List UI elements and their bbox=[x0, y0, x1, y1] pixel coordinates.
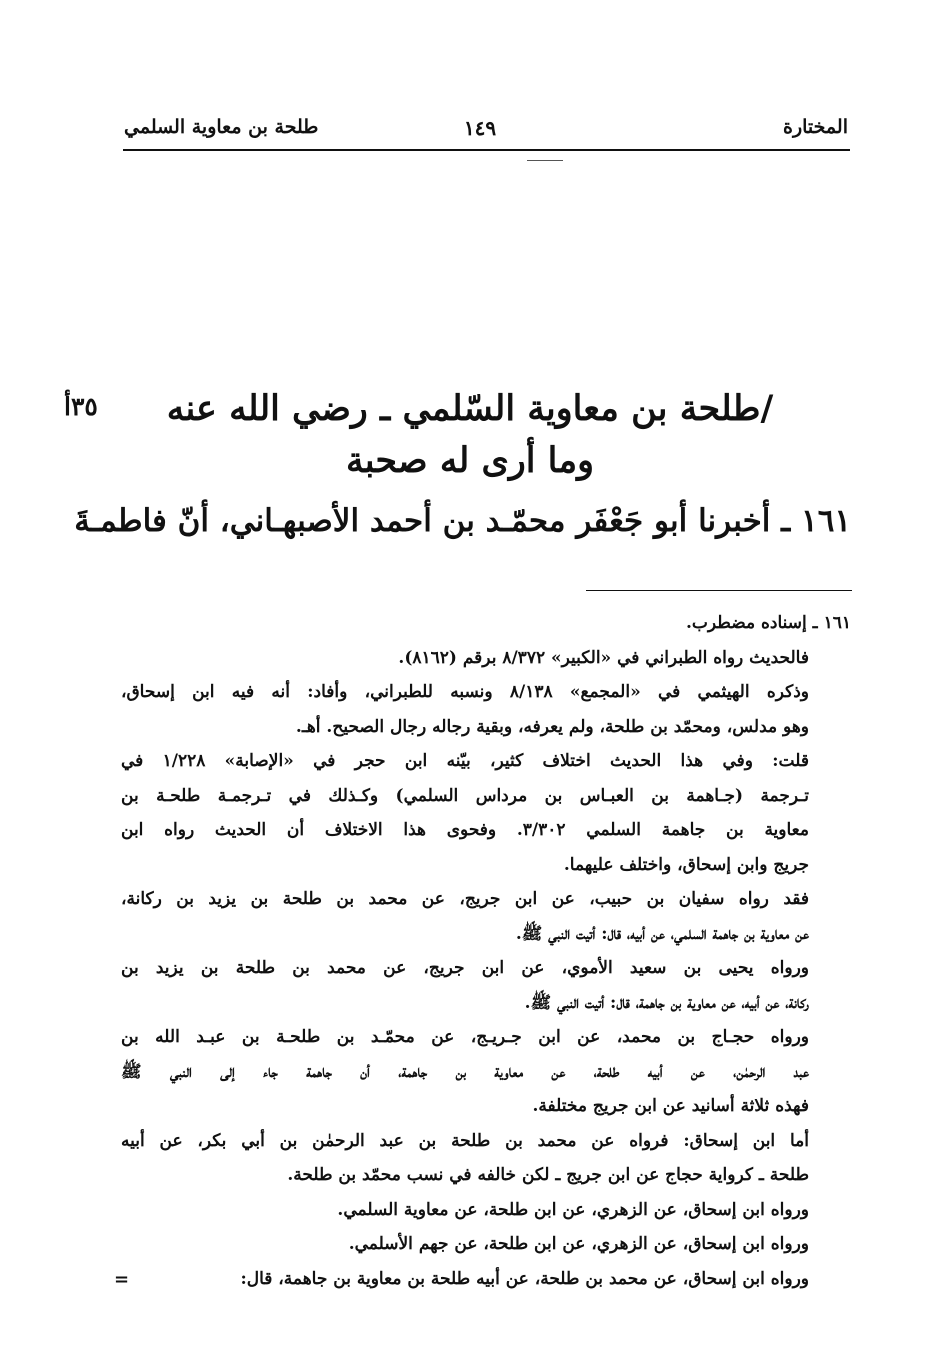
footnote-line: فالحديث رواه الطبراني في «الكبير» ٨/٣٧٢ برقم (٨١٦٢). bbox=[398, 647, 809, 668]
footnote-line: عبد الرحمٰن، عن أبيه طلحة، عن معاوية بن جاهمة، أن جاهمة جاء إلى النبي ﷺ bbox=[121, 1061, 809, 1082]
footnote-line: قلت: وفي هذا الحديث اختلاف كثير، بيّنه ابن حجر في «الإصابة» ١/٢٢٨ في bbox=[121, 751, 809, 771]
footnote-line: تـرجمة (جـاهمة بن العبـاس بن مرداس السلمي) وكـذلك في تـرجمـة طلحـة بن bbox=[121, 785, 809, 806]
header-rule bbox=[123, 149, 850, 151]
header-section-title: طلحة بن معاوية السلمي bbox=[124, 116, 319, 138]
footnotes bbox=[121, 606, 851, 1296]
footnote-line: فهذه ثلاثة أسانيد عن ابن جريج مختلفة. bbox=[532, 1096, 809, 1116]
footnote-line: وهو مدلس، ومحمّد بن طلحة، ولم يعرفه، وبقية رجاله رجال الصحيح. أهـ. bbox=[295, 716, 809, 737]
header-tick bbox=[527, 160, 563, 161]
footnote-line: ورواه ابن إسحاق، عن الزهري، عن ابن طلحة، عن جهم الأسلمي. bbox=[348, 1234, 809, 1254]
footnote-line: ركانة، عن أبيه، عن معاوية بن جاهمة، قال: أتيت النبي ﷺ. bbox=[524, 992, 809, 1013]
margin-folio-marker: ٣٥أ bbox=[64, 392, 98, 421]
footnote-line: عن معاوية بن جاهمة السلمي، عن أبيه، قال: أتيت النبي ﷺ. bbox=[515, 923, 809, 944]
footnote-line: ١٦١ ـ إسناده مضطرب. bbox=[686, 613, 851, 633]
footnote-line: ورواه ابن إسحاق، عن محمد بن طلحة، عن أبيه طلحة بن معاوية بن جاهمة، قال: bbox=[240, 1268, 809, 1289]
footnote-line: ورواه يحيى بن سعيد الأموي، عن ابن جريج، عن محمد بن طلحة بن يزيد بن bbox=[121, 958, 809, 978]
footnote-line: أما ابن إسحاق: فرواه عن محمد بن طلحة بن عبد الرحمٰن بن أبي بكر، عن أبيه bbox=[121, 1130, 809, 1151]
continuation-mark: = bbox=[114, 1269, 130, 1290]
header-book-title: المختارة bbox=[783, 116, 848, 138]
footnote-line: ورواه ابن إسحاق، عن الزهري، عن ابن طلحة، عن معاوية السلمي. bbox=[337, 1199, 809, 1220]
footnote-line: معاوية بن جاهمة السلمي ٣/٣٠٢. وفحوى هذا الاختلاف أن الحديث رواه ابن bbox=[121, 820, 809, 840]
footnote-line: ورواه حجـاج بن محمد، عن ابن جـريـج، عن محمّـد بن طلحـة بن عبـد الله بن bbox=[121, 1027, 809, 1047]
header-page-number: ١٤٩ bbox=[463, 116, 497, 140]
footnote-line: طلحة ـ كرواية حجاج عن ابن جريج ـ لكن خالفه في نسب محمّد بن طلحة. bbox=[287, 1165, 809, 1185]
hadith-text-line: ١٦١ ـ أخبرنا أبو جَعْفَر محمّـد بن أحمد الأصبهـاني، أنّ فاطمـةَ bbox=[74, 503, 851, 539]
chapter-title-line-2: وما أرى له صحبة bbox=[346, 440, 594, 481]
footnote-line: وذكره الهيثمي في «المجمع» ٨/١٣٨ ونسبه للطبراني، وأفاد: أنه فيه ابن إسحاق، bbox=[121, 682, 809, 702]
footnote-separator bbox=[586, 590, 852, 591]
chapter-title-line-1: /طلحة بن معاوية السّلمي ـ رضي الله عنه bbox=[166, 388, 774, 429]
footnote-line: فقد رواه سفيان بن حبيب، عن ابن جريج، عن محمد بن طلحة بن يزيد بن ركانة، bbox=[121, 889, 809, 909]
footnote-line: جريج وابن إسحاق، واختلف عليهما. bbox=[563, 854, 809, 875]
